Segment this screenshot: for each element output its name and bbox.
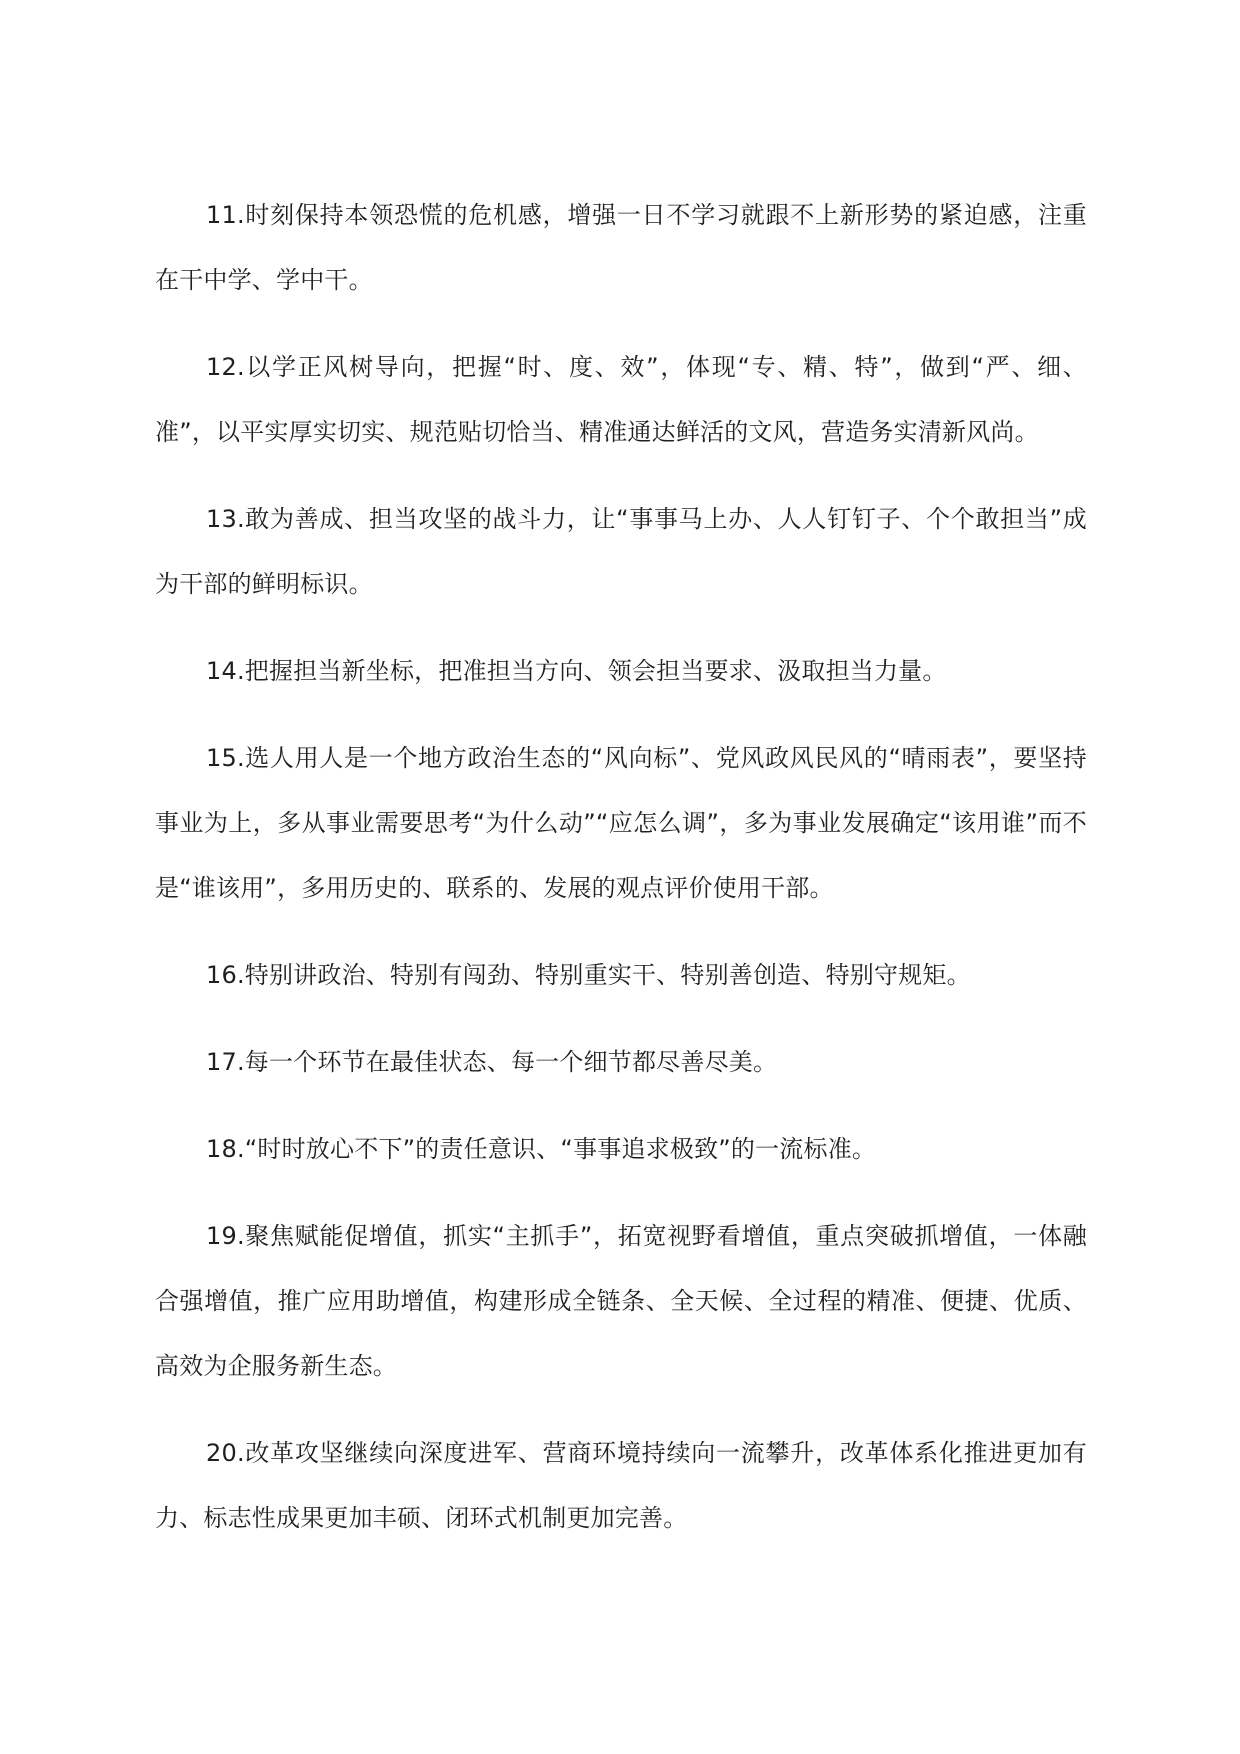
paragraph-11: 11.时刻保持本领恐慌的危机感，增强一日不学习就跟不上新形势的紧迫感，注重在干中学、学中干。 (155, 201, 1087, 294)
paragraph-20: 20.改革攻坚继续向深度进军、营商环境持续向一流攀升，改革体系化推进更加有力、标志性成果更加丰硕、闭环式机制更加完善。 (155, 1439, 1087, 1532)
paragraph-19: 19.聚焦赋能促增值，抓实“主抓手”，拓宽视野看增值，重点突破抓增值，一体融合强增值，推广应用助增值，构建形成全链条、全天候、全过程的精准、便捷、优质、高效为企服务新生态。 (155, 1222, 1087, 1380)
document-page (155, 183, 1087, 1573)
paragraph-17: 17.每一个环节在最佳状态、每一个细节都尽善尽美。 (206, 1048, 778, 1076)
paragraph-15: 15.选人用人是一个地方政治生态的“风向标”、党风政风民风的“晴雨表”，要坚持事业为上，多从事业需要思考“为什么动”“应怎么调”，多为事业发展确定“该用谁”而不是“谁该用”，多用历史的、联系的、发展的观点评价使用干部。 (155, 744, 1087, 902)
paragraph-14: 14.把握担当新坐标，把准担当方向、领会担当要求、汲取担当力量。 (206, 657, 947, 685)
paragraph-13: 13.敢为善成、担当攻坚的战斗力，让“事事马上办、人人钉钉子、个个敢担当”成为干部的鲜明标识。 (155, 505, 1087, 598)
paragraph-16: 16.特别讲政治、特别有闯劲、特别重实干、特别善创造、特别守规矩。 (206, 961, 971, 989)
paragraph-18: 18.“时时放心不下”的责任意识、“事事追求极致”的一流标准。 (206, 1135, 877, 1163)
paragraph-12: 12.以学正风树导向，把握“时、度、效”，体现“专、精、特”，做到“严、细、准”，以平实厚实切实、规范贴切恰当、精准通达鲜活的文风，营造务实清新风尚。 (155, 353, 1087, 446)
